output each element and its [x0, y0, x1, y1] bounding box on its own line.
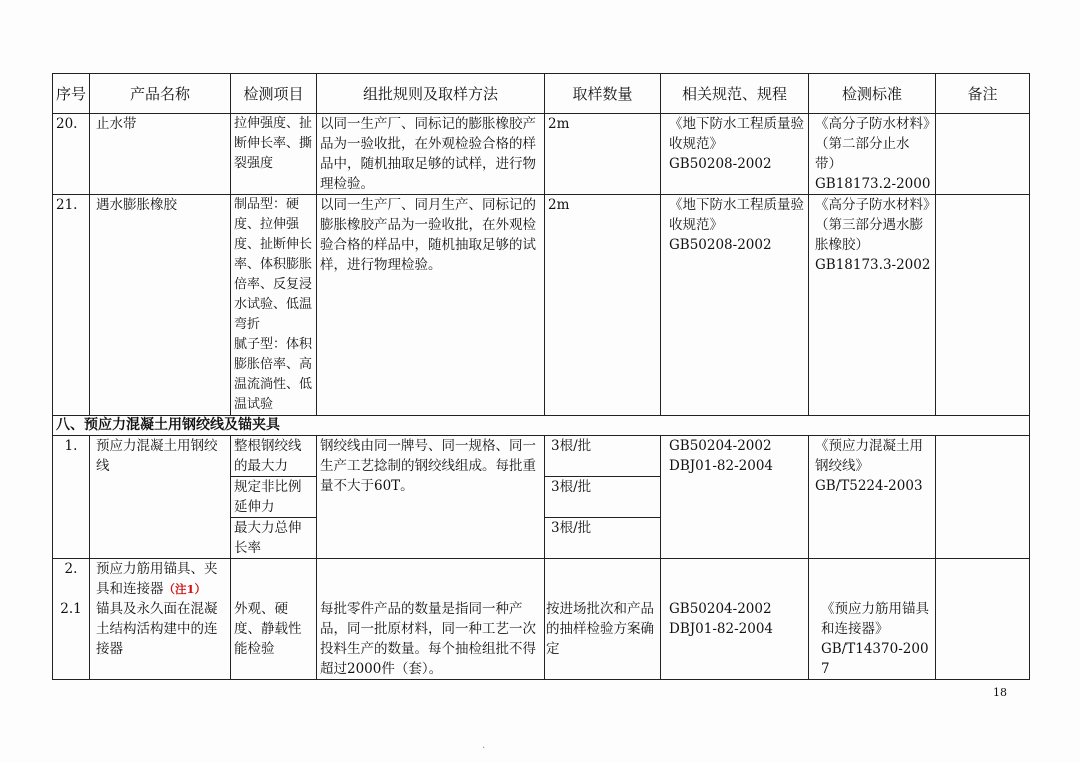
header-note: 备注	[936, 74, 1030, 114]
rule-2-1: 每批零件产品的数量是指同一种产品，同一批原材料，同一种工艺一次投料生产的数量。每个抽检组批不得超过2000件（套）。	[320, 601, 536, 677]
table-row	[53, 114, 1030, 195]
header-row	[53, 74, 1030, 114]
product-2-1: 锚具及永久面在混凝土结构活构建中的连接器	[96, 601, 218, 657]
cell-item: 拉伸强度、扯断伸长率、撕裂强度	[231, 114, 317, 195]
cell-product: 预应力混凝土用钢绞线	[90, 436, 231, 559]
seq-2: 2.	[64, 561, 78, 577]
note-mark: （注1）	[163, 582, 207, 596]
cell-item: 整根钢绞线的最大力	[231, 436, 317, 477]
header-rule: 组批规则及取样方法	[317, 74, 545, 114]
footer-mark: .	[482, 740, 486, 751]
cell-spec	[661, 559, 809, 680]
cell-quantity: 3根/批	[545, 436, 661, 477]
cell-item: 规定非比例延伸力	[231, 477, 317, 518]
cell-quantity	[545, 559, 661, 680]
table-row	[53, 559, 1030, 680]
cell-quantity: 2m	[545, 114, 661, 195]
cell-item: 制品型：硬度、拉伸强度、扯断伸长率、体积膨胀倍率、反复浸水试验、低温弯折 腻子型：体积膨胀倍率、高温流淌性、低温试验	[231, 195, 317, 416]
header-seq: 序号	[53, 74, 90, 114]
cell-quantity: 3根/批	[545, 477, 661, 518]
cell-rule: 钢绞线由同一牌号、同一规格、同一生产工艺捻制的钢绞线组成。每批重量不大于60T。	[317, 436, 545, 559]
standard-2-1: 《预应力筋用锚具和连接器》 GB/T14370-2007	[821, 601, 929, 677]
cell-rule	[317, 559, 545, 680]
cell-note	[936, 195, 1030, 416]
cell-note	[936, 114, 1030, 195]
section-row	[53, 416, 1030, 436]
cell-note	[936, 436, 1030, 559]
header-item: 检测项目	[231, 74, 317, 114]
cell-spec: GB50204-2002 DBJ01-82-2004	[661, 436, 809, 559]
cell-item	[231, 559, 317, 680]
cell-seq: 20.	[53, 114, 90, 195]
cell-standard: 《预应力混凝土用钢绞线》 GB/T5224-2003	[809, 436, 936, 559]
page-number: 18	[993, 686, 1007, 699]
table-row	[53, 195, 1030, 416]
cell-rule: 以同一生产厂、同标记的膨胀橡胶产品为一验收批，在外观检验合格的样品中，随机抽取足够的试样，进行物理检验。	[317, 114, 545, 195]
cell-product: 止水带	[90, 114, 231, 195]
cell-spec: 《地下防水工程质量验收规范》 GB50208-2002	[661, 114, 809, 195]
cell-standard	[809, 559, 936, 680]
cell-spec: 《地下防水工程质量验收规范》 GB50208-2002	[661, 195, 809, 416]
seq-2-1: 2.1	[60, 601, 82, 617]
cell-quantity: 3根/批	[545, 518, 661, 559]
cell-note	[936, 559, 1030, 680]
cell-seq: 21.	[53, 195, 90, 416]
table-row	[53, 436, 1030, 477]
header-spec: 相关规范、规程	[661, 74, 809, 114]
header-product: 产品名称	[90, 74, 231, 114]
spec-2-1: GB50204-2002 DBJ01-82-2004	[669, 601, 773, 637]
cell-seq	[53, 559, 90, 680]
cell-quantity: 2m	[545, 195, 661, 416]
cell-seq: 1.	[53, 436, 90, 559]
quantity-2-1: 按进场批次和产品的抽样检验方案确定	[546, 601, 654, 657]
cell-product	[90, 559, 231, 680]
cell-rule: 以同一生产厂、同月生产、同标记的膨胀橡胶产品为一验收批，在外观检验合格的样品中，随机抽取足够的试样，进行物理检验。	[317, 195, 545, 416]
cell-standard: 《高分子防水材料》（第三部分遇水膨胀橡胶） GB18173.3-2002	[809, 195, 936, 416]
cell-product: 遇水膨胀橡胶	[90, 195, 231, 416]
header-standard: 检测标准	[809, 74, 936, 114]
cell-item: 最大力总伸长率	[231, 518, 317, 559]
inspection-table	[52, 73, 1030, 680]
product-2: 预应力筋用锚具、夹具和连接器	[96, 561, 218, 597]
item-2-1: 外观、硬度、静载性能检验	[234, 601, 302, 657]
header-quantity: 取样数量	[545, 74, 661, 114]
section-title: 八、预应力混凝土用钢绞线及锚夹具	[53, 416, 1030, 436]
cell-standard: 《高分子防水材料》（第二部分止水带） GB18173.2-2000	[809, 114, 936, 195]
